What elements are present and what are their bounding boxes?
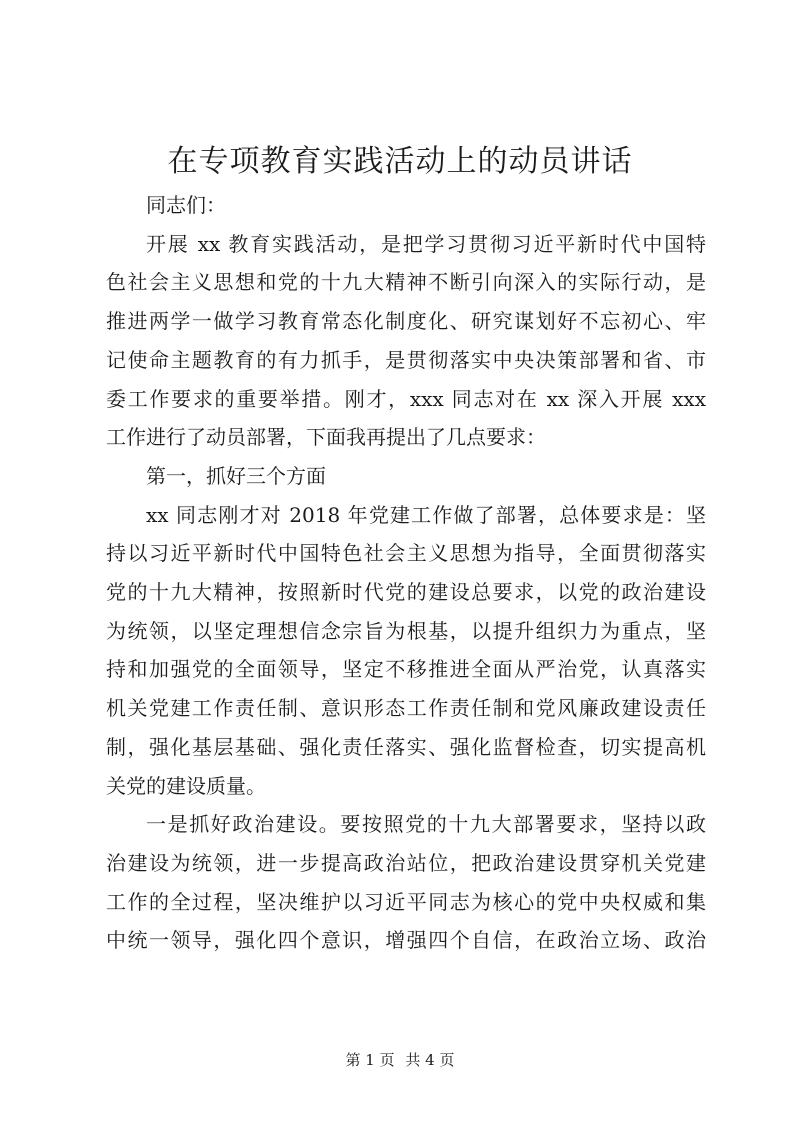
text-line: 关党的建设质量。 bbox=[106, 773, 266, 798]
page-number: 第 1 页 bbox=[345, 1051, 395, 1069]
text-line: 委工作要求的重要举措。刚才，xxx 同志对在 xx 深入开展 xxx bbox=[106, 386, 706, 411]
text-line: 同志们： bbox=[146, 193, 226, 217]
text-line: 记使命主题教育的有力抓手，是贯彻落实中央决策部署和省、市 bbox=[106, 347, 706, 372]
document-body bbox=[106, 186, 706, 960]
text-line: 治建设为统领，进一步提高政治站位，把政治建设贯穿机关党建 bbox=[106, 850, 706, 875]
text-line: xx 同志刚才对 2018 年党建工作做了部署，总体要求是：坚 bbox=[146, 502, 706, 527]
text-line: 推进两学一做学习教育常态化制度化、研究谋划好不忘初心、牢 bbox=[106, 309, 706, 334]
text-line: 工作进行了动员部署，下面我再提出了几点要求： bbox=[106, 425, 546, 450]
page-total: 共 4 页 bbox=[405, 1051, 455, 1069]
text-line: 开展 xx 教育实践活动，是把学习贯彻习近平新时代中国特 bbox=[146, 231, 706, 256]
text-line: 工作的全过程，坚决维护以习近平同志为核心的党中央权威和集 bbox=[106, 889, 706, 914]
text-line: 持和加强党的全面领导，坚定不移推进全面从严治党，认真落实 bbox=[106, 657, 706, 682]
document-title: 在专项教育实践活动上的动员讲话 bbox=[167, 144, 633, 179]
page-footer bbox=[0, 1050, 800, 1070]
text-line: 为统领，以坚定理想信念宗旨为根基，以提升组织力为重点，坚 bbox=[106, 618, 706, 643]
text-line: 色社会主义思想和党的十九大精神不断引向深入的实际行动，是 bbox=[106, 270, 706, 295]
text-line: 党的十九大精神，按照新时代党的建设总要求，以党的政治建设 bbox=[106, 580, 706, 605]
text-line: 一是抓好政治建设。要按照党的十九大部署要求，坚持以政 bbox=[146, 812, 706, 837]
text-line: 第一，抓好三个方面 bbox=[146, 463, 326, 488]
text-line: 中统一领导，强化四个意识，增强四个自信，在政治立场、政治 bbox=[106, 928, 706, 953]
text-line: 制，强化基层基础、强化责任落实、强化监督检查，切实提高机 bbox=[106, 734, 706, 759]
text-line: 机关党建工作责任制、意识形态工作责任制和党风廉政建设责任 bbox=[106, 696, 706, 721]
text-line: 持以习近平新时代中国特色社会主义思想为指导，全面贯彻落实 bbox=[106, 541, 706, 566]
